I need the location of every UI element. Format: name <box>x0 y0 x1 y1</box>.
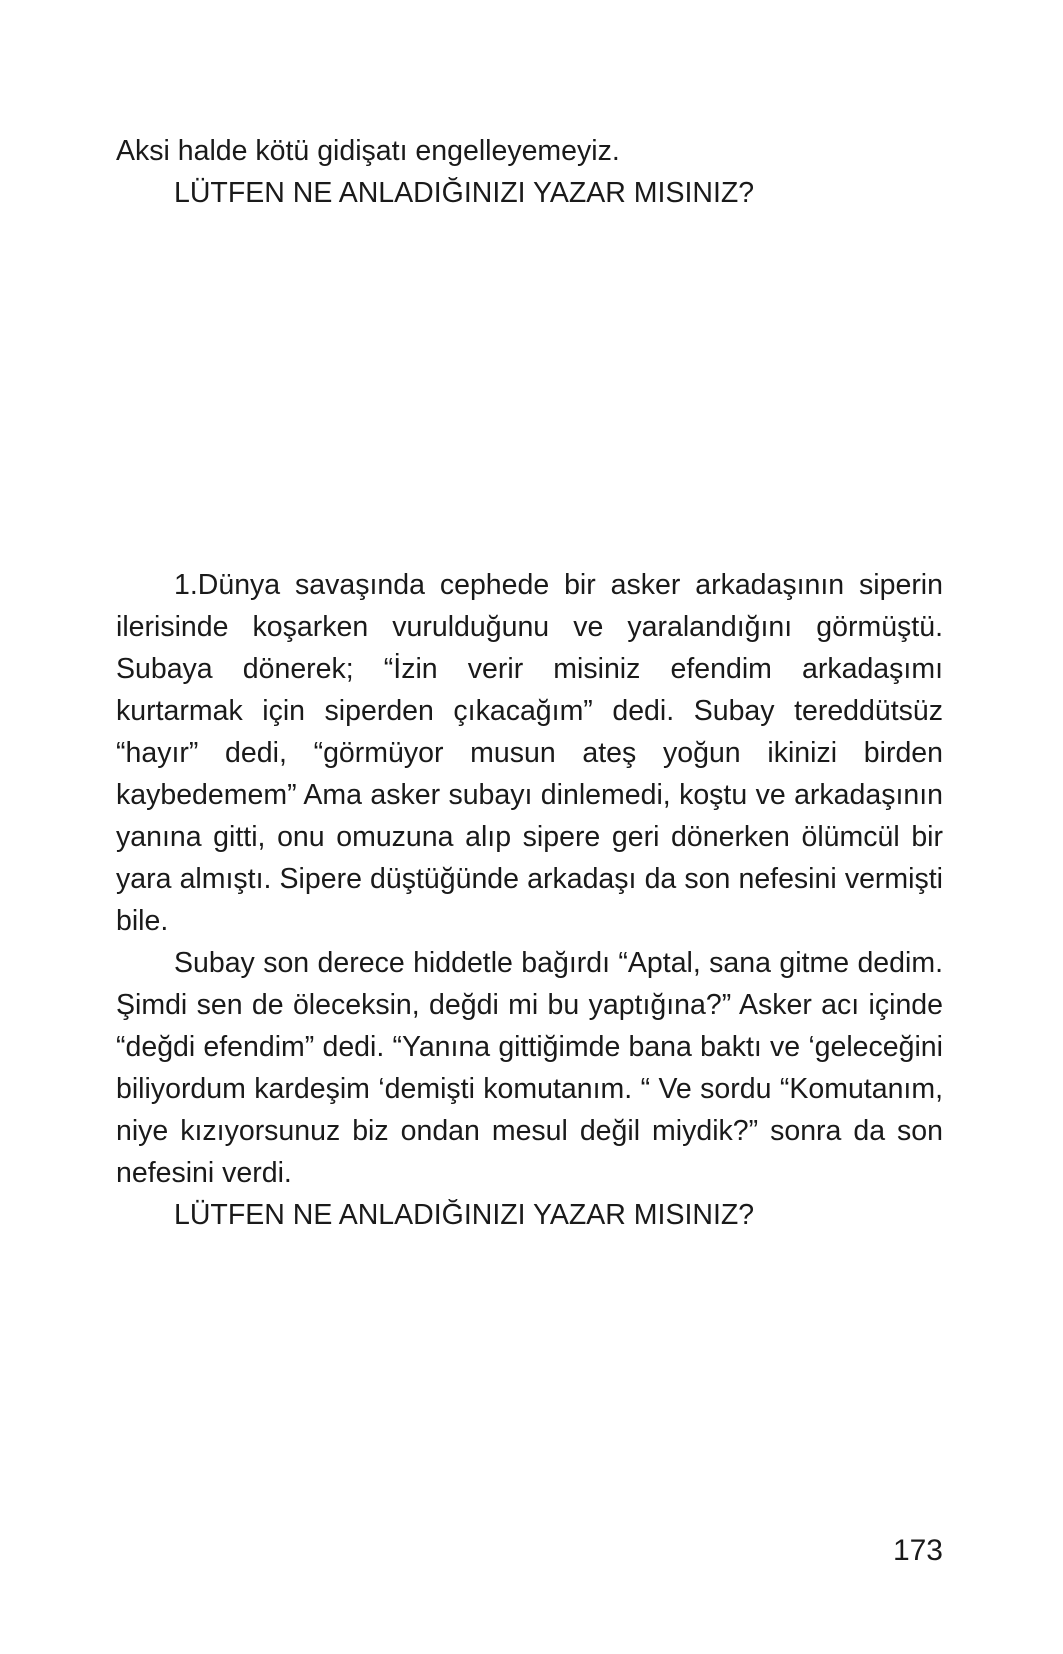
continuation-line: Aksi halde kötü gidişatı engelleyemeyiz. <box>116 135 620 167</box>
question-prompt-1: LÜTFEN NE ANLADIĞINIZI YAZAR MISINIZ? <box>174 177 755 209</box>
page-number: 173 <box>892 1534 943 1567</box>
story-text-block <box>116 564 943 1236</box>
question-prompt-2: LÜTFEN NE ANLADIĞINIZI YAZAR MISINIZ? <box>174 1199 755 1231</box>
top-text-block <box>116 130 943 214</box>
story-paragraph-1: 1.Dünya savaşında cephede bir asker arkadaşının siperin ilerisinde koşarken vurulduğunu ve yaralandığını görmüştü. Subaya dönerek; “İzin verir misiniz efendim arkadaşımı kurtarmak için siperden çıkacağım” dedi. Subay tereddütsüz “hayır” dedi, “görmüyor musun ateş yoğun ikinizi birden kaybedemem” Ama asker subayı dinlemedi, koştu ve arkadaşının yanına gitti, onu omuzuna alıp sipere geri dönerken ölümcül bir yara almıştı. Sipere düştüğünde arkadaşı da son nefesini vermişti bile. <box>116 569 943 937</box>
story-paragraph-2: Subay son derece hiddetle bağırdı “Aptal, sana gitme dedim. Şimdi sen de öleceksin, değdi mi bu yaptığına?” Asker acı içinde “değdi efendim” dedi. “Yanına gittiğimde bana baktı ve ‘geleceğini biliyordum kardeşim ‘demişti komutanım. “ Ve sordu “Komutanım, niye kızıyorsunuz biz ondan mesul değil miydik?” sonra da son nefesini verdi. <box>116 947 943 1189</box>
